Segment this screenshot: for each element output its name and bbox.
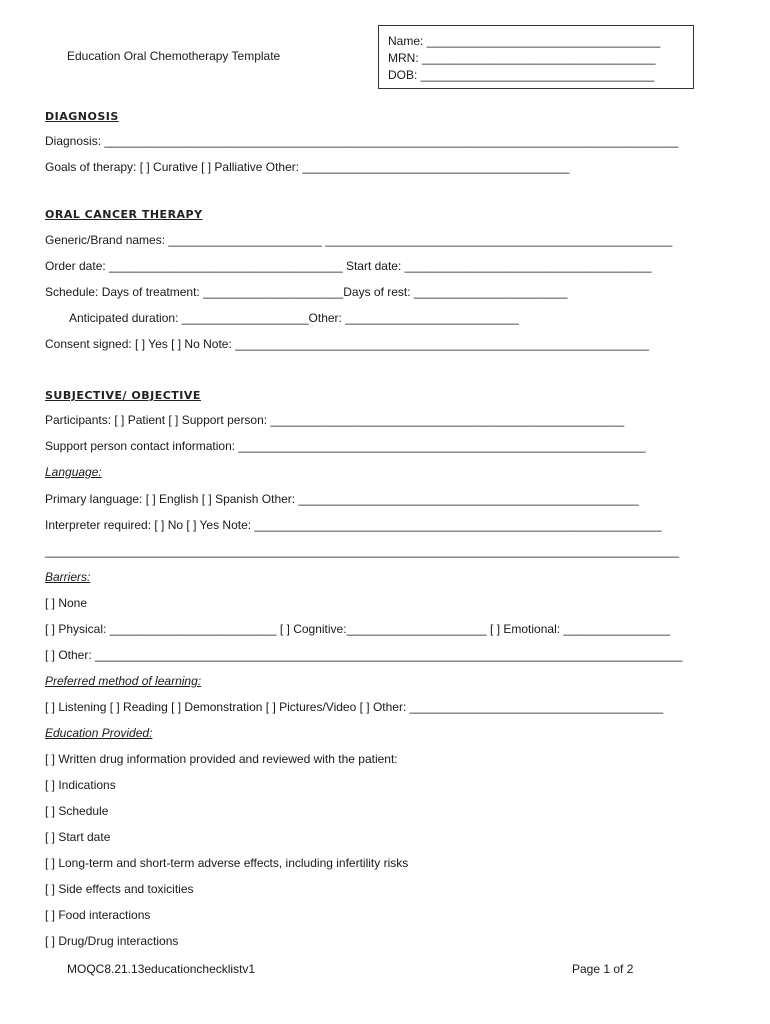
subjective-heading: SUBJECTIVE/ OBJECTIVE bbox=[45, 389, 201, 402]
barrier-types-field[interactable]: [ ] Physical: _________________________ [ ] Cognitive:_____________________ [ ] Emotional: ________________ bbox=[45, 622, 671, 636]
barriers-subheading: Barriers: bbox=[45, 570, 91, 584]
patient-id-box bbox=[378, 25, 694, 89]
dob-field[interactable]: DOB: ___________________________________ bbox=[388, 68, 655, 82]
education-item[interactable]: [ ] Indications bbox=[45, 778, 116, 792]
schedule-field[interactable]: Schedule: Days of treatment: _____________________Days of rest: _______________________ bbox=[45, 285, 568, 299]
oral-therapy-heading: ORAL CANCER THERAPY bbox=[45, 208, 203, 221]
footer-page-number: Page 1 of 2 bbox=[572, 962, 634, 976]
goals-of-therapy[interactable]: Goals of therapy: [ ] Curative [ ] Palliative Other: ________________________________________ bbox=[45, 160, 570, 174]
mrn-field[interactable]: MRN: ___________________________________ bbox=[388, 51, 656, 65]
education-provided-subheading: Education Provided: bbox=[45, 726, 153, 740]
primary-language-field[interactable]: Primary language: [ ] English [ ] Spanish Other: ___________________________________________________ bbox=[45, 492, 639, 506]
name-field[interactable]: Name: ___________________________________ bbox=[388, 34, 661, 48]
education-item[interactable]: [ ] Side effects and toxicities bbox=[45, 882, 194, 896]
education-item[interactable]: [ ] Long-term and short-term adverse effects, including infertility risks bbox=[45, 856, 409, 870]
education-item[interactable]: [ ] Written drug information provided and reviewed with the patient: bbox=[45, 752, 398, 766]
barrier-other-field[interactable]: [ ] Other: ________________________________________________________________________________________ bbox=[45, 648, 683, 662]
blank-note-line[interactable]: _______________________________________________________________________________________________ bbox=[45, 544, 680, 558]
language-subheading: Language: bbox=[45, 465, 102, 479]
preferred-method-subheading: Preferred method of learning: bbox=[45, 674, 202, 688]
education-item[interactable]: [ ] Start date bbox=[45, 830, 111, 844]
participants-field[interactable]: Participants: [ ] Patient [ ] Support person: _____________________________________________________ bbox=[45, 413, 625, 427]
education-item[interactable]: [ ] Schedule bbox=[45, 804, 109, 818]
brand-names-field[interactable]: Generic/Brand names: _______________________ ____________________________________________________ bbox=[45, 233, 673, 247]
barrier-none-checkbox[interactable]: [ ] None bbox=[45, 596, 88, 610]
diagnosis-heading: DIAGNOSIS bbox=[45, 110, 119, 123]
education-item[interactable]: [ ] Food interactions bbox=[45, 908, 151, 922]
consent-field[interactable]: Consent signed: [ ] Yes [ ] No Note: ______________________________________________________________ bbox=[45, 337, 649, 351]
order-start-date-field[interactable]: Order date: ___________________________________ Start date: _____________________________________ bbox=[45, 259, 652, 273]
support-contact-field[interactable]: Support person contact information: _____________________________________________________________ bbox=[45, 439, 646, 453]
education-item[interactable]: [ ] Drug/Drug interactions bbox=[45, 934, 179, 948]
footer-doc-id: MOQC8.21.13educationchecklistv1 bbox=[67, 962, 256, 976]
diagnosis-field[interactable]: Diagnosis: ______________________________________________________________________________________ bbox=[45, 134, 679, 148]
duration-field[interactable]: Anticipated duration: ___________________Other: __________________________ bbox=[69, 311, 519, 325]
learning-methods-field[interactable]: [ ] Listening [ ] Reading [ ] Demonstration [ ] Pictures/Video [ ] Other: ______________________________________ bbox=[45, 700, 664, 714]
document-title: Education Oral Chemotherapy Template bbox=[67, 49, 281, 63]
interpreter-field[interactable]: Interpreter required: [ ] No [ ] Yes Note: _____________________________________________________________ bbox=[45, 518, 662, 532]
